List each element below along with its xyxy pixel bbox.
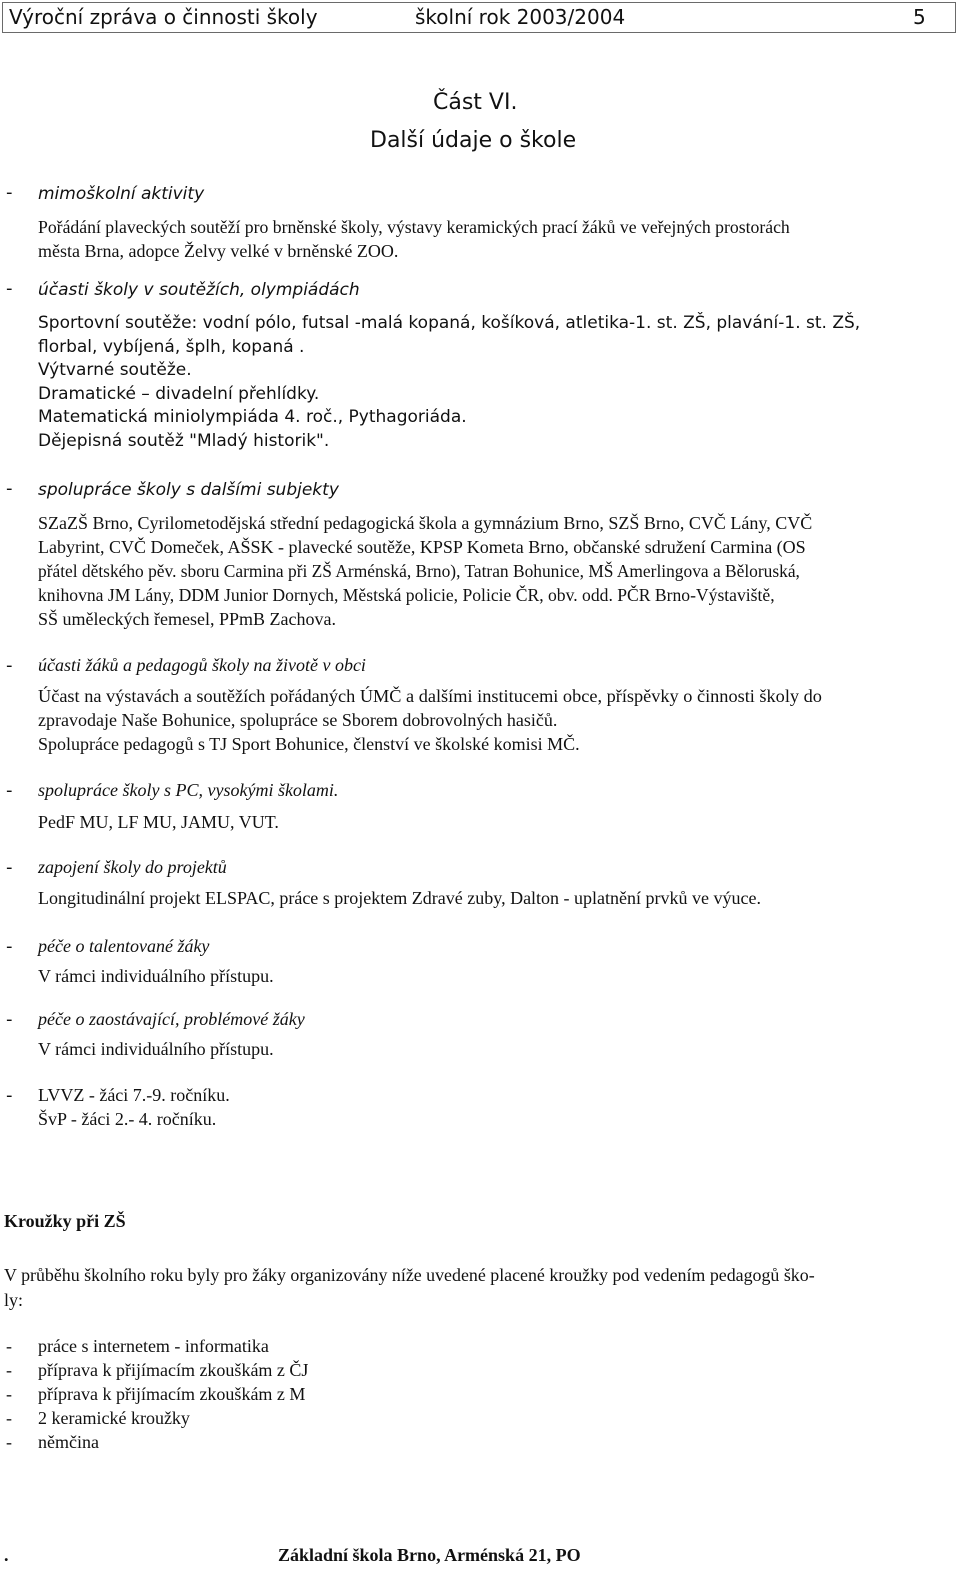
list-dash: - <box>6 1432 12 1452</box>
list-item <box>6 1430 99 1454</box>
list-item-text: 2 keramické kroužky <box>38 1408 190 1428</box>
section-dash: - <box>6 936 13 957</box>
section-title-zaostavajici: péče o zaostávající, problémové žáky <box>38 1009 305 1029</box>
footer-text: Základní škola Brno, Arménská 21, PO <box>278 1545 581 1565</box>
section-body-svp: ŠvP - žáci 2.- 4. ročníku. <box>38 1109 217 1129</box>
text-line: SŠ uměleckých řemesel, PPmB Zachova. <box>38 609 336 629</box>
text-line: Labyrint, CVČ Domeček, AŠSK - plavecké soutěže, KPSP Kometa Brno, občanské sdružení Carmina (OS <box>38 537 806 557</box>
list-item <box>6 1382 306 1406</box>
list-dash: - <box>6 1408 12 1428</box>
text-line: Pořádání plaveckých soutěží pro brněnské školy, výstavy keramických prací žáků ve veřejných prostorách <box>38 217 790 237</box>
section-body-obec <box>38 684 943 756</box>
section-body-souteze <box>38 312 943 453</box>
section-title-obec: účasti žáků a pedagogů školy na životě v obci <box>38 655 366 675</box>
text-line: Účast na výstavách a soutěžích pořádaných ÚMČ a dalšími institucemi obce, příspěvky o činnosti školy do <box>38 686 822 706</box>
text-line: Spolupráce pedagogů s TJ Sport Bohunice, členství ve školské komisi MČ. <box>38 734 580 754</box>
text-line: florbal, vybíjená, šplh, kopaná . <box>38 336 305 357</box>
text-line: Sportovní soutěže: vodní pólo, futsal -malá kopaná, košíková, atletika-1. st. ZŠ, plavání-1. st. ZŠ, <box>38 313 861 333</box>
section-title-talentovani: péče o talentované žáky <box>38 936 210 956</box>
text-line: Výtvarné soutěže. <box>38 360 192 380</box>
krouzky-list <box>6 1334 309 1454</box>
text-line: ly: <box>4 1290 24 1310</box>
section-body-projekty: Longitudinální projekt ELSPAC, práce s projektem Zdravé zuby, Dalton - uplatnění prvků ve výuce. <box>38 888 761 908</box>
section-body-vs: PedF MU, LF MU, JAMU, VUT. <box>38 812 279 832</box>
section-title-projekty: zapojení školy do projektů <box>38 857 227 877</box>
list-item <box>6 1406 190 1430</box>
text-line: přátel dětského pěv. sboru Carmina při ZŠ Arménská, Brno), Tatran Bohunice, MŠ Amerlingova a Běloruská, <box>38 561 800 581</box>
list-dash: - <box>6 1336 12 1356</box>
list-item <box>6 1358 309 1382</box>
part-title: Část VI. <box>433 90 518 115</box>
text-line: Matematická miniolympiáda 4. roč., Pythagoriáda. <box>38 407 467 427</box>
section-dash: - <box>6 1009 13 1030</box>
section-dash: - <box>6 278 13 299</box>
section-title-spoluprace: spolupráce školy s dalšími subjekty <box>38 480 339 500</box>
text-line: Dějepisná soutěž "Mladý historik". <box>38 430 330 451</box>
section-title-vs: spolupráce školy s PC, vysokými školami. <box>38 780 339 800</box>
header-title: Výroční zpráva o činnosti školy <box>9 5 318 29</box>
section-dash: - <box>6 655 13 676</box>
text-line: Dramatické – divadelní přehlídky. <box>38 383 320 404</box>
section-body-talentovani: V rámci individuálního přístupu. <box>38 966 274 986</box>
list-item-text: příprava k přijímacím zkouškám z ČJ <box>38 1360 309 1380</box>
section-body-spoluprace <box>38 511 943 631</box>
section-dash: - <box>6 1085 13 1106</box>
section-title-mimoskolni: mimoškolní aktivity <box>38 184 205 204</box>
text-line: V průběhu školního roku byly pro žáky organizovány níže uvedené placené kroužky pod vedením pedagogů ško- <box>4 1265 815 1285</box>
section-body-lvvz: LVVZ - žáci 7.-9. ročníku. <box>38 1085 230 1105</box>
footer-dot: . <box>4 1545 9 1565</box>
header-page-number: 5 <box>913 5 926 29</box>
header-school-year: školní rok 2003/2004 <box>415 5 626 29</box>
section-title-souteze: účasti školy v soutěžích, olympiádách <box>38 280 360 300</box>
section-body-zaostavajici: V rámci individuálního přístupu. <box>38 1039 274 1059</box>
section-dash: - <box>6 478 13 499</box>
list-dash: - <box>6 1384 12 1404</box>
page-header <box>2 2 956 33</box>
text-line: knihovna JM Lány, DDM Junior Dornych, Městská policie, Policie ČR, obv. odd. PČR Brno-Výstaviště, <box>38 585 775 605</box>
krouzky-intro <box>4 1263 954 1313</box>
section-dash: - <box>6 780 13 801</box>
list-item-text: němčina <box>38 1432 99 1452</box>
list-item-text: příprava k přijímacím zkouškám z M <box>38 1384 306 1404</box>
list-item-text: práce s internetem - informatika <box>38 1336 269 1356</box>
text-line: zpravodaje Naše Bohunice, spolupráce se Sborem dobrovolných hasičů. <box>38 710 558 730</box>
part-subtitle: Další údaje o škole <box>370 128 577 153</box>
section-dash: - <box>6 857 13 878</box>
text-line: SZaZŠ Brno, Cyrilometodějská střední pedagogická škola a gymnázium Brno, SZŠ Brno, CVČ Lány, CVČ <box>38 513 813 533</box>
list-dash: - <box>6 1360 12 1380</box>
krouzky-title: Kroužky při ZŠ <box>4 1211 126 1231</box>
section-body-mimoskolni <box>38 216 943 263</box>
section-dash: - <box>6 182 13 203</box>
list-item <box>6 1334 269 1358</box>
text-line: města Brna, adopce Želvy velké v brněnské ZOO. <box>38 240 399 261</box>
